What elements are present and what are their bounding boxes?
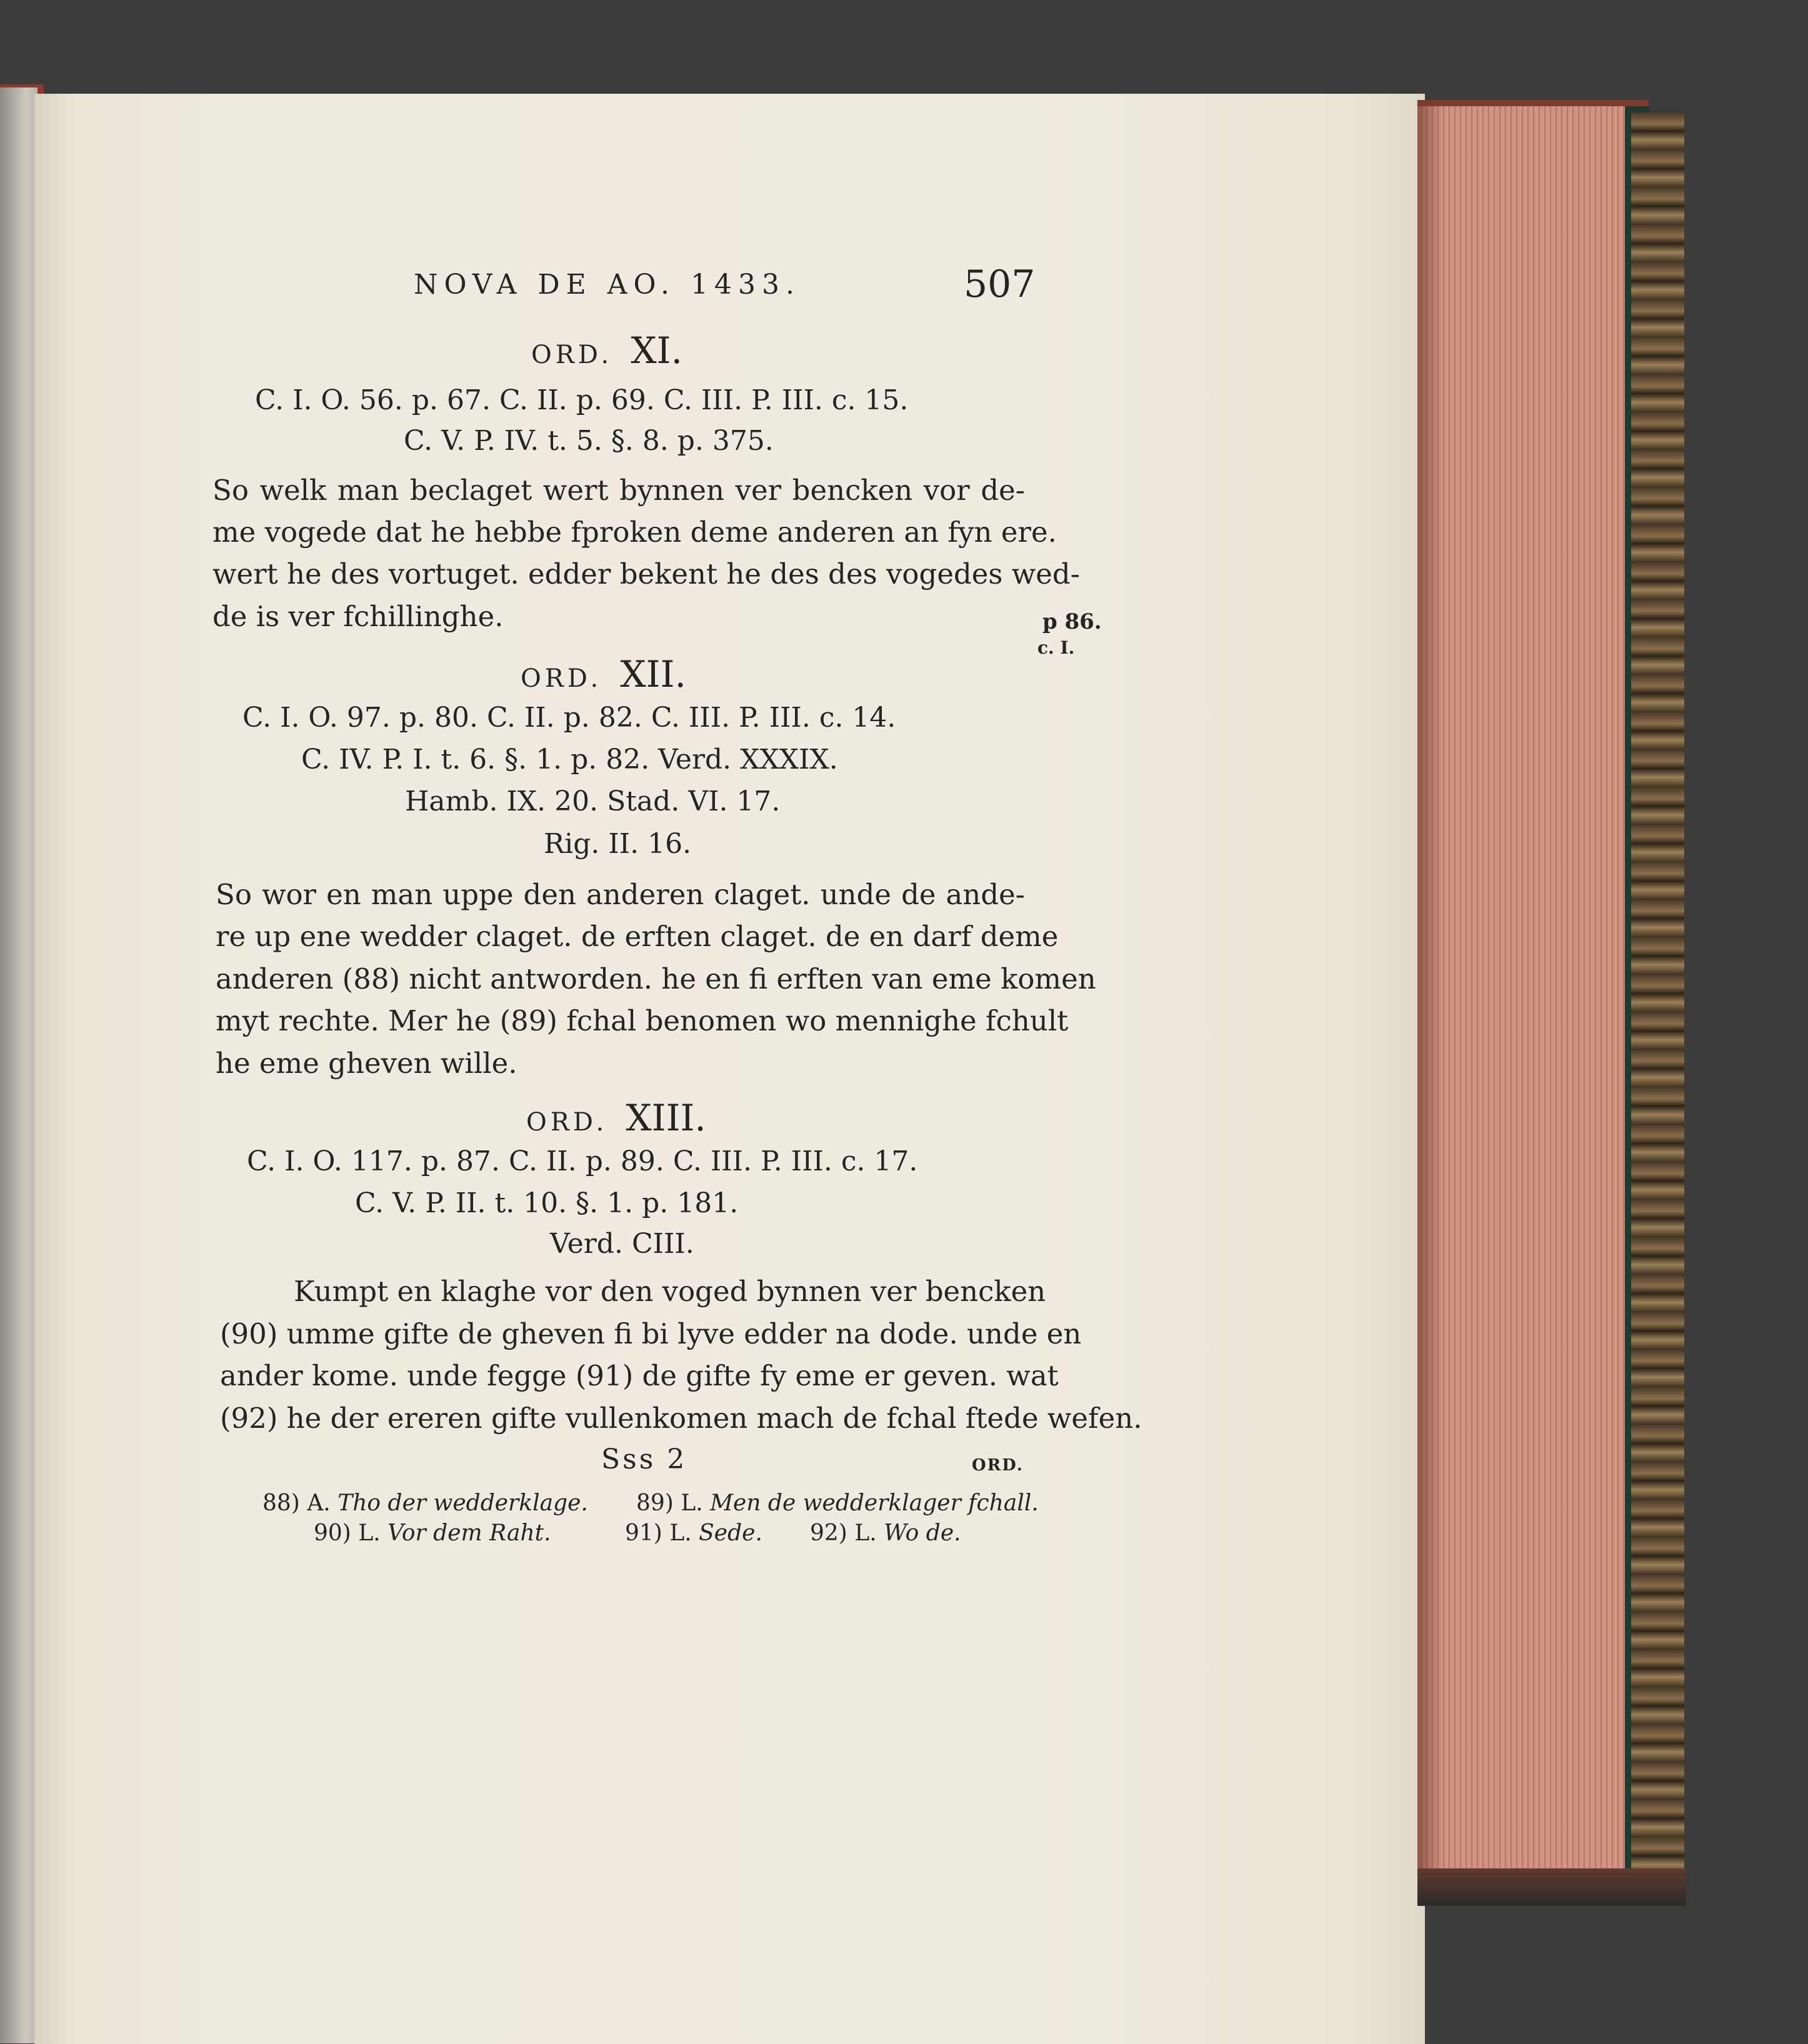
citation-line: Rig. II. 16.	[544, 828, 692, 860]
footnote-source: L.	[854, 1520, 877, 1546]
facing-page-edge	[0, 87, 37, 2043]
running-title: NOVA DE AO. 1433.	[414, 269, 801, 301]
page-number: 507	[964, 262, 1036, 306]
footnote-number: 89)	[636, 1490, 674, 1516]
ord-heading	[526, 1097, 706, 1139]
footnote-number: 91)	[625, 1520, 662, 1546]
footnote-text: Vor dem Raht.	[387, 1520, 551, 1546]
footnote-number: 90)	[314, 1520, 351, 1546]
text-line: Kumpt en klaghe vor den voged bynnen ver bencken	[294, 1275, 1046, 1308]
text-line: wert he des vortuget. edder bekent he des des vogedes wed-	[212, 557, 1080, 591]
ord-number: XI.	[631, 329, 683, 372]
ord-number: XIII.	[626, 1097, 706, 1139]
citation-line: Hamb. IX. 20. Stad. VI. 17.	[405, 785, 781, 817]
citation-line: C. IV. P. I. t. 6. §. 1. p. 82. Verd. XXXIX.	[301, 744, 838, 775]
text-line: he eme gheven wille.	[216, 1047, 517, 1080]
text-line: (92) he der ereren gifte vullenkomen mach de fchal ftede wefen.	[220, 1402, 1142, 1435]
cover-bottom-shadow	[1417, 1868, 1686, 1906]
page-edge-shadow	[1417, 106, 1442, 1868]
ord-label: ORD.	[526, 1108, 608, 1137]
margin-note: p 86.	[1042, 609, 1102, 634]
signature-mark: Sss 2	[601, 1443, 687, 1475]
citation-line: C. V. P. IV. t. 5. §. 8. p. 375.	[404, 425, 774, 457]
text-line: So wor en man uppe den anderen claget. unde de ande-	[216, 878, 1025, 911]
footnote-text: Tho der wedderklage.	[337, 1490, 588, 1516]
footnote-source: L.	[669, 1520, 692, 1546]
page-block-edge	[1417, 106, 1630, 1868]
marbled-cover-board	[1631, 112, 1684, 1900]
footnote-text: Wo de.	[884, 1520, 961, 1546]
ord-label: ORD.	[531, 341, 613, 369]
ord-heading	[531, 329, 682, 372]
ord-number: XII.	[620, 653, 686, 695]
footnote	[636, 1490, 1039, 1516]
footnote	[314, 1520, 551, 1546]
citation-line: C. I. O. 117. p. 87. C. II. p. 89. C. III. P. III. c. 17.	[247, 1145, 918, 1177]
footnote	[810, 1520, 961, 1546]
footnote-text: Sede.	[699, 1520, 762, 1546]
citation-line: C. V. P. II. t. 10. §. 1. p. 181.	[355, 1187, 739, 1219]
text-line: me vogede dat he hebbe fproken deme anderen an fyn ere.	[212, 516, 1057, 549]
text-line: re up ene wedder claget. de erften claget. de en darf deme	[216, 920, 1059, 953]
footnote-text: Men de wedderklager fchall.	[710, 1490, 1039, 1516]
footnote-number: 88)	[262, 1490, 300, 1516]
text-line: (90) umme gifte de gheven fi bi lyve edder na dode. unde en	[220, 1317, 1082, 1350]
text-line: myt rechte. Mer he (89) fchal benomen wo mennighe fchult	[216, 1004, 1069, 1037]
footnote	[625, 1520, 762, 1546]
margin-note: c. I.	[1037, 637, 1075, 658]
ord-heading	[521, 653, 686, 695]
text-line: So welk man beclaget wert bynnen ver bencken vor de-	[212, 474, 1025, 507]
footnote	[262, 1490, 588, 1516]
ord-label: ORD.	[521, 664, 602, 693]
footnote-number: 92)	[810, 1520, 847, 1546]
footnote-source: L.	[358, 1520, 381, 1546]
citation-line: C. I. O. 97. p. 80. C. II. p. 82. C. III. P. III. c. 14.	[242, 702, 896, 734]
citation-line: Verd. CIII.	[550, 1228, 694, 1260]
citation-line: C. I. O. 56. p. 67. C. II. p. 69. C. III. P. III. c. 15.	[255, 384, 909, 416]
footnote-source: L.	[681, 1490, 703, 1516]
text-line: anderen (88) nicht antworden. he en fi erften van eme komen	[216, 962, 1096, 995]
text-line: ander kome. unde fegge (91) de gifte fy eme er geven. wat	[220, 1359, 1059, 1392]
catchword: ORD.	[972, 1456, 1024, 1475]
footnote-source: A.	[307, 1490, 331, 1516]
text-line: de is ver fchillinghe.	[212, 600, 504, 633]
